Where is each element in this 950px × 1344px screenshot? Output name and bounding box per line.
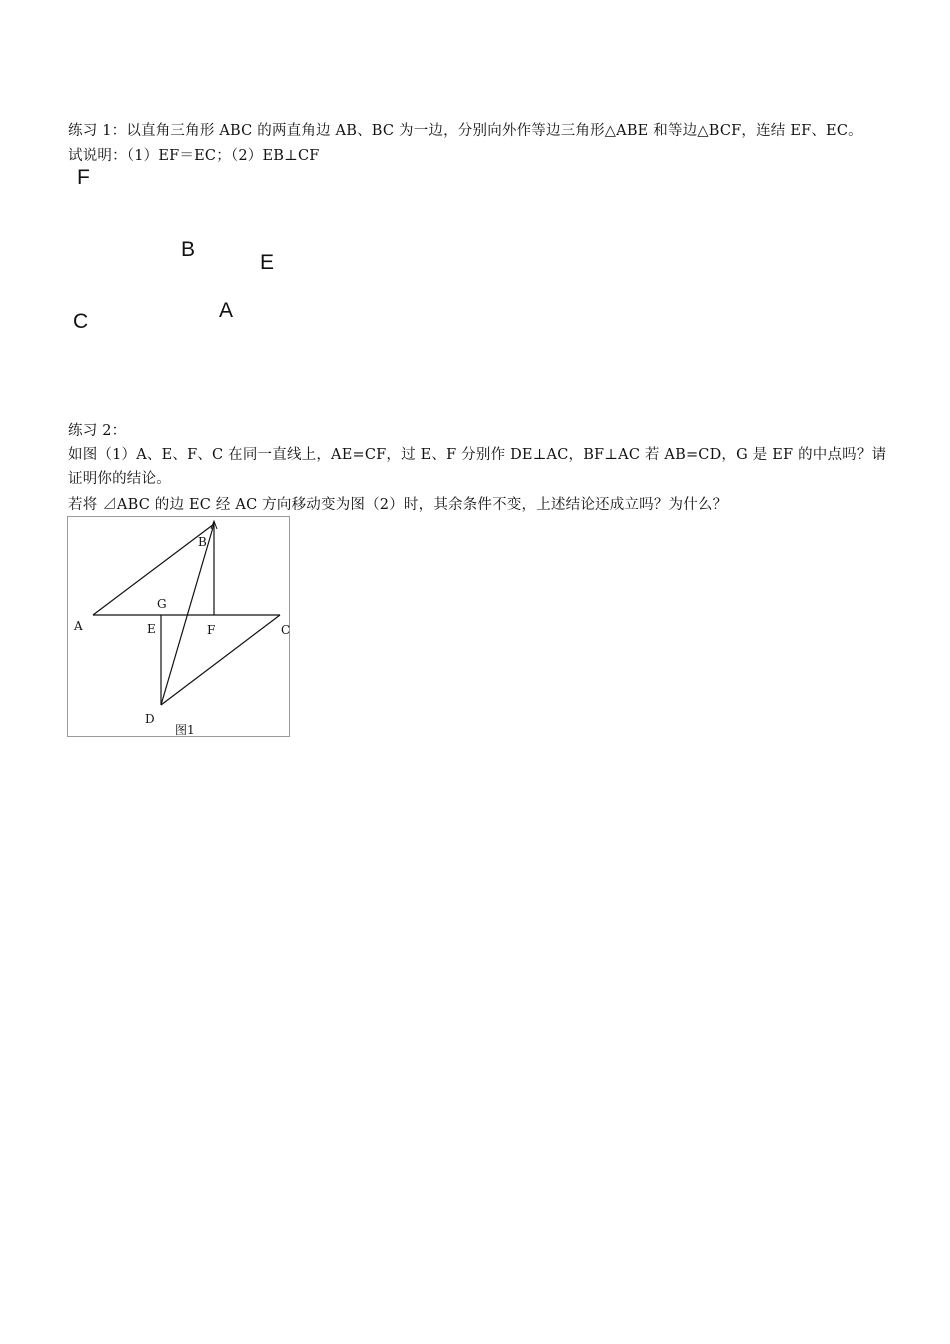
exercise2-figure-drawing	[68, 517, 291, 738]
figure2-label-a: A	[74, 619, 83, 633]
figure2-label-e: E	[147, 622, 156, 636]
figure2-label-b: B	[198, 535, 207, 549]
exercise2-statement-line2: 证明你的结论。	[68, 471, 171, 487]
exercise1-statement-line2: 试说明：（1）EF＝EC；（2）EB⊥CF	[68, 148, 320, 164]
exercise2-statement-line1: 如图（1）A、E、F、C 在同一直线上，AE=CF，过 E、F 分别作 DE⊥AC，BF⊥AC 若 AB=CD，G 是 EF 的中点吗？请	[68, 447, 887, 463]
figure1-label-b: B	[181, 238, 196, 261]
figure2-label-f: F	[207, 623, 216, 637]
segment-dc	[161, 615, 280, 705]
figure1-label-f: F	[77, 166, 90, 189]
exercise1-statement-line1: 练习 1：以直角三角形 ABC 的两直角边 AB、BC 为一边，分别向外作等边三角形△ABE 和等边△BCF，连结 EF、EC。	[68, 123, 863, 139]
exercise2-figure	[67, 516, 290, 737]
exercise2-heading: 练习 2：	[68, 423, 127, 439]
figure2-label-d: D	[145, 712, 155, 726]
segment-ab	[93, 524, 214, 615]
figure1-label-c: C	[73, 310, 89, 333]
figure2-caption: 图1	[175, 723, 195, 737]
exercise2-statement-line3: 若将 ⊿ABC 的边 EC 经 AC 方向移动变为图（2）时，其余条件不变，上述结论还成立吗？为什么？	[68, 497, 728, 513]
figure1-label-a: A	[219, 299, 234, 322]
figure1-label-e: E	[260, 251, 275, 274]
figure2-label-g: G	[157, 597, 167, 611]
figure2-label-c: C	[281, 623, 291, 637]
